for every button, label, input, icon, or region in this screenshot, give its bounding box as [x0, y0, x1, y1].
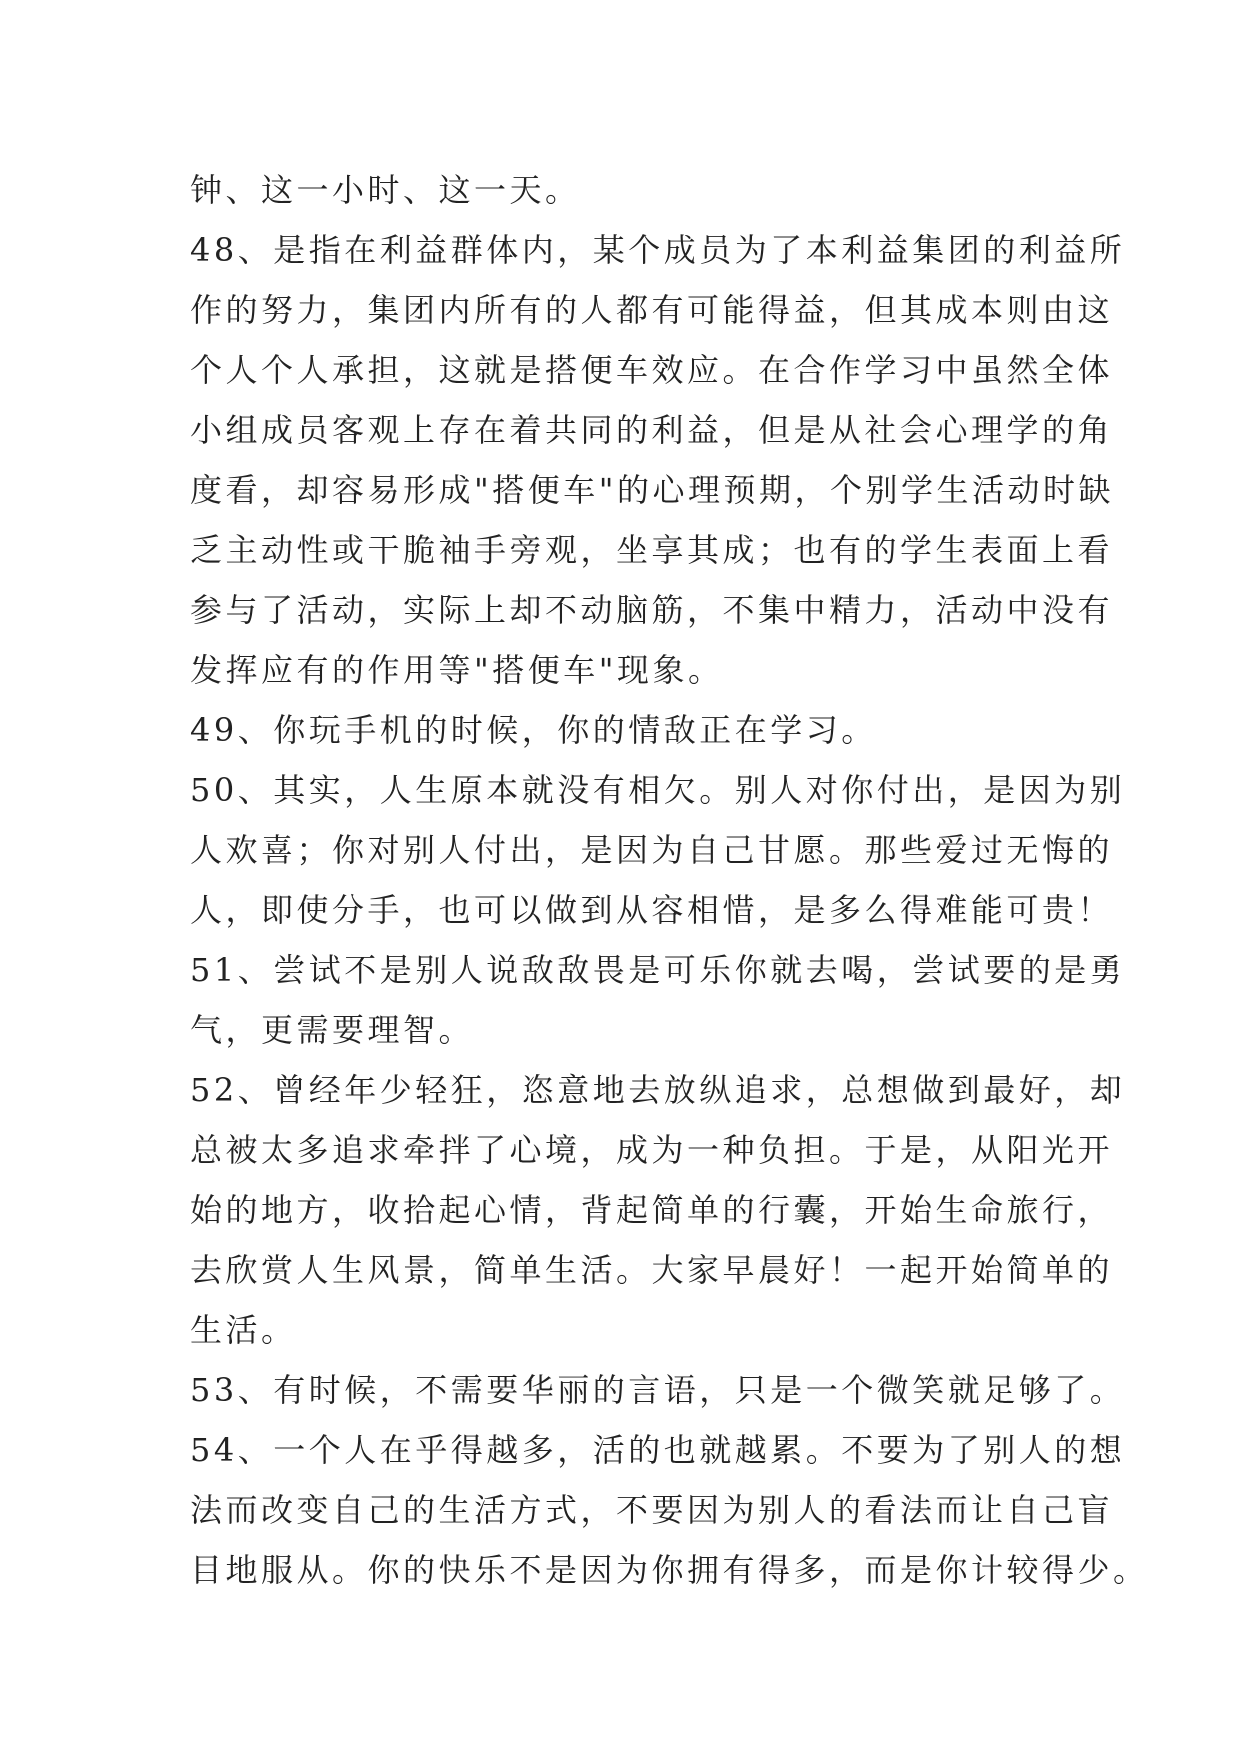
text-line: 参与了活动，实际上却不动脑筋，不集中精力，活动中没有: [190, 591, 1114, 629]
text-line: 始的地方，收拾起心情，背起简单的行囊，开始生命旅行，: [190, 1191, 1114, 1229]
text-line: 54、一个人在乎得越多，活的也就越累。不要为了别人的想: [190, 1431, 1126, 1469]
text-line: 53、有时候，不需要华丽的言语，只是一个微笑就足够了。: [190, 1371, 1126, 1409]
document-body: [190, 160, 1149, 1600]
text-line: 目地服从。你的快乐不是因为你拥有得多，而是你计较得少。: [190, 1551, 1149, 1589]
text-line: 发挥应有的作用等"搭便车"现象。: [190, 651, 724, 689]
text-line: 乏主动性或干脆袖手旁观，坐享其成；也有的学生表面上看: [190, 531, 1114, 569]
text-line: 气，更需要理智。: [190, 1011, 475, 1049]
text-line: 人，即使分手，也可以做到从容相惜，是多么得难能可贵！: [190, 891, 1114, 929]
text-line: 个人个人承担，这就是搭便车效应。在合作学习中虽然全体: [190, 351, 1114, 389]
text-line: 度看，却容易形成"搭便车"的心理预期，个别学生活动时缺: [190, 471, 1114, 509]
text-line: 法而改变自己的生活方式，不要因为别人的看法而让自己盲: [190, 1491, 1114, 1529]
text-line: 50、其实，人生原本就没有相欠。别人对你付出，是因为别: [190, 771, 1126, 809]
text-line: 钟、这一小时、这一天。: [190, 171, 581, 209]
text-line: 52、曾经年少轻狂，恣意地去放纵追求，总想做到最好，却: [190, 1071, 1126, 1109]
text-line: 51、尝试不是别人说敌敌畏是可乐你就去喝，尝试要的是勇: [190, 951, 1126, 989]
text-line: 总被太多追求牵拌了心境，成为一种负担。于是，从阳光开: [190, 1131, 1114, 1169]
text-line: 人欢喜；你对别人付出，是因为自己甘愿。那些爱过无悔的: [190, 831, 1114, 869]
text-line: 生活。: [190, 1311, 297, 1349]
text-line: 作的努力，集团内所有的人都有可能得益，但其成本则由这: [190, 291, 1114, 329]
text-line: 48、是指在利益群体内，某个成员为了本利益集团的利益所: [190, 231, 1126, 269]
text-line: 小组成员客观上存在着共同的利益，但是从社会心理学的角: [190, 411, 1114, 449]
text-line: 49、你玩手机的时候，你的情敌正在学习。: [190, 711, 877, 749]
text-line: 去欣赏人生风景，简单生活。大家早晨好！一起开始简单的: [190, 1251, 1114, 1289]
